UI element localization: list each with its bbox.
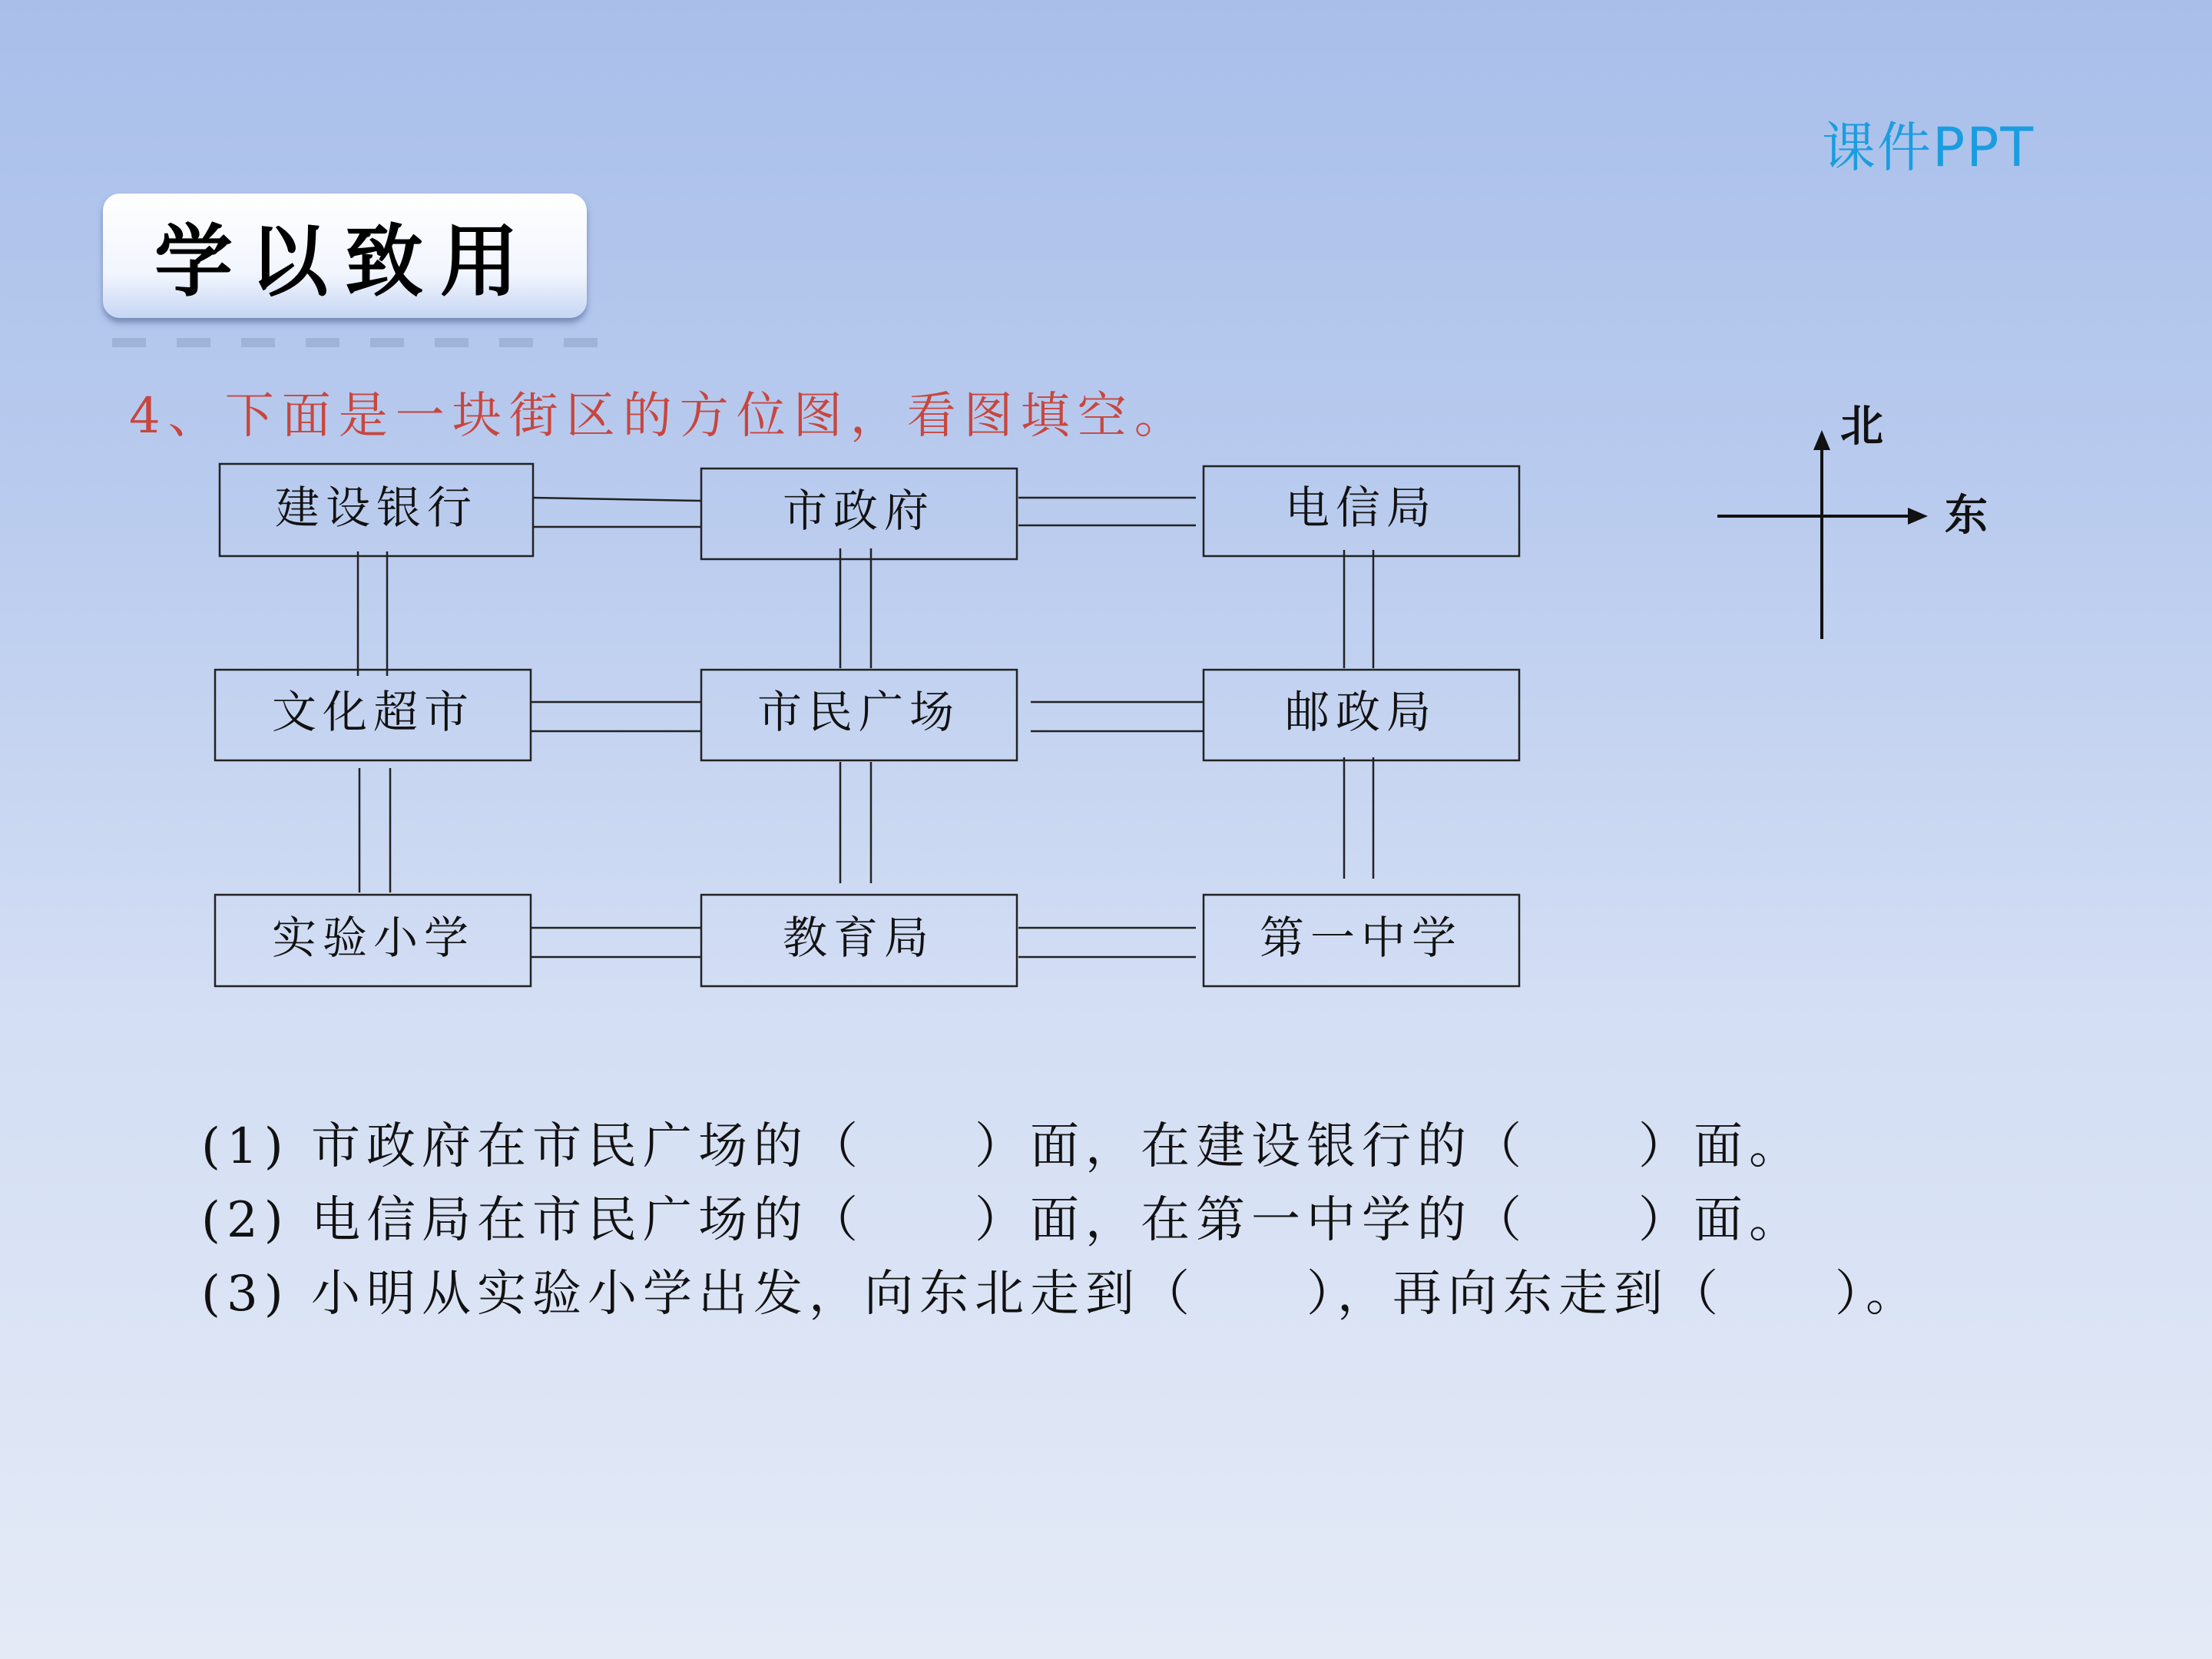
place-first-middle-school: 第一中学 [1259,912,1463,965]
compass-north-label: 北 [1840,401,1883,452]
section-title: 学以致用 [154,216,535,308]
place-city-hall: 市政府 [782,485,935,538]
place-education-bureau: 教育局 [782,912,935,965]
question-text: 4、下面是一块街区的方位图，看图填空。 [129,388,1191,445]
place-culture-market: 文化超市 [271,686,475,739]
place-jianshe-bank: 建设银行 [274,482,478,535]
north-arrow-icon [1813,430,1830,450]
sub-question-3: (3) 小明从实验小学出发，向东北走到（ ），再向东走到（ ）。 [201,1266,1921,1323]
place-post-office: 邮政局 [1284,686,1438,739]
compass [1717,430,1928,639]
brand-label: 课件PPT [1822,116,2035,179]
sub-question-1: (1) 市政府在市民广场的（ ）面，在建设银行的（ ）面。 [201,1118,1804,1175]
east-arrow-icon [1908,508,1928,525]
road [533,498,700,501]
place-citizen-square: 市民广场 [757,686,961,739]
sub-question-list [201,1110,1921,1331]
place-telecom: 电信局 [1284,482,1438,535]
place-experimental-school: 实验小学 [271,912,475,965]
sub-question-2: (2) 电信局在市民广场的（ ）面，在第一中学的（ ）面。 [201,1192,1804,1249]
compass-east-label: 东 [1945,490,1988,541]
